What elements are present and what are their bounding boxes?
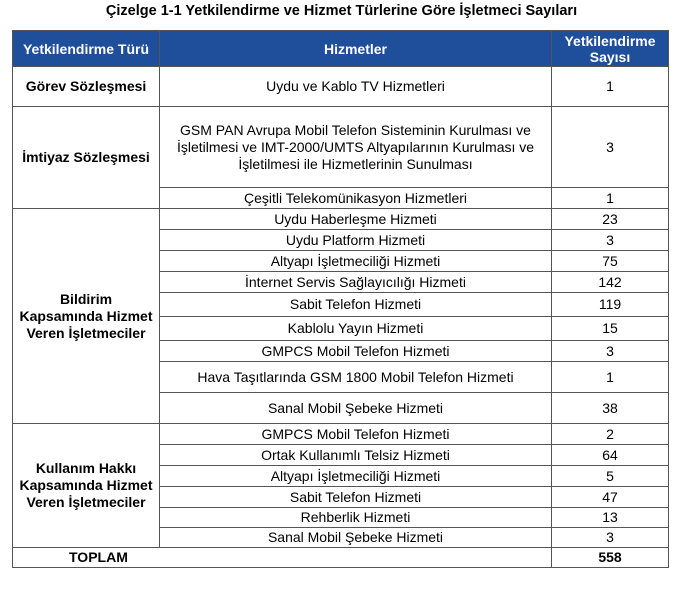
table-title: Çizelge 1-1 Yetkilendirme ve Hizmet Türlerine Göre İşletmeci Sayıları <box>105 3 578 19</box>
count-cell: 2 <box>552 424 669 445</box>
header-count: Yetkilendirme Sayısı <box>552 31 669 67</box>
service-cell: GMPCS Mobil Telefon Hizmeti <box>160 341 552 362</box>
count-cell: 3 <box>552 107 669 188</box>
service-cell: Uydu Platform Hizmeti <box>160 230 552 251</box>
count-cell: 75 <box>552 251 669 272</box>
type-cell: Bildirim Kapsamında Hizmet Veren İşletmeciler <box>13 209 160 424</box>
count-cell: 15 <box>552 317 669 341</box>
service-cell: İnternet Servis Sağlayıcılığı Hizmeti <box>160 272 552 293</box>
count-cell: 64 <box>552 445 669 466</box>
count-cell: 23 <box>552 209 669 230</box>
header-type: Yetkilendirme Türü <box>13 31 160 67</box>
service-cell: Uydu Haberleşme Hizmeti <box>160 209 552 230</box>
service-cell: GMPCS Mobil Telefon Hizmeti <box>160 424 552 445</box>
table-row <box>13 424 669 445</box>
count-cell: 5 <box>552 466 669 487</box>
service-cell: Altyapı İşletmeciliği Hizmeti <box>160 466 552 487</box>
count-cell: 47 <box>552 487 669 508</box>
service-cell: Sabit Telefon Hizmeti <box>160 487 552 508</box>
service-cell: Sanal Mobil Şebeke Hizmeti <box>160 393 552 424</box>
service-cell: Uydu ve Kablo TV Hizmetleri <box>160 67 552 107</box>
total-label: TOPLAM <box>13 548 552 568</box>
total-row <box>13 548 669 568</box>
count-cell: 13 <box>552 508 669 528</box>
service-cell: Sanal Mobil Şebeke Hizmeti <box>160 528 552 548</box>
service-cell: Sabit Telefon Hizmeti <box>160 293 552 317</box>
type-cell: Kullanım Hakkı Kapsamında Hizmet Veren İşletmeciler <box>13 424 160 548</box>
type-cell: Görev Sözleşmesi <box>13 67 160 107</box>
service-cell: Çeşitli Telekomünikasyon Hizmetleri <box>160 188 552 209</box>
count-cell: 119 <box>552 293 669 317</box>
header-services: Hizmetler <box>160 31 552 67</box>
count-cell: 3 <box>552 528 669 548</box>
count-cell: 142 <box>552 272 669 293</box>
service-cell: Ortak Kullanımlı Telsiz Hizmeti <box>160 445 552 466</box>
count-cell: 3 <box>552 341 669 362</box>
count-cell: 1 <box>552 67 669 107</box>
table-row <box>13 107 669 188</box>
count-cell: 38 <box>552 393 669 424</box>
type-cell: İmtiyaz Sözleşmesi <box>13 107 160 209</box>
table-row <box>13 67 669 107</box>
service-cell: Hava Taşıtlarında GSM 1800 Mobil Telefon Hizmeti <box>160 362 552 393</box>
service-cell: Rehberlik Hizmeti <box>160 508 552 528</box>
total-count: 558 <box>552 548 669 568</box>
service-cell: Kablolu Yayın Hizmeti <box>160 317 552 341</box>
operator-table <box>12 30 669 568</box>
count-cell: 1 <box>552 188 669 209</box>
count-cell: 3 <box>552 230 669 251</box>
table-row <box>13 209 669 230</box>
service-cell: GSM PAN Avrupa Mobil Telefon Sisteminin Kurulması ve İşletilmesi ve IMT-2000/UMTS Altyapılarının Kurulması ve İşletilmesi ile Hizmetlerinin Sunulması <box>160 107 552 188</box>
header-row <box>13 31 669 67</box>
service-cell: Altyapı İşletmeciliği Hizmeti <box>160 251 552 272</box>
count-cell: 1 <box>552 362 669 393</box>
